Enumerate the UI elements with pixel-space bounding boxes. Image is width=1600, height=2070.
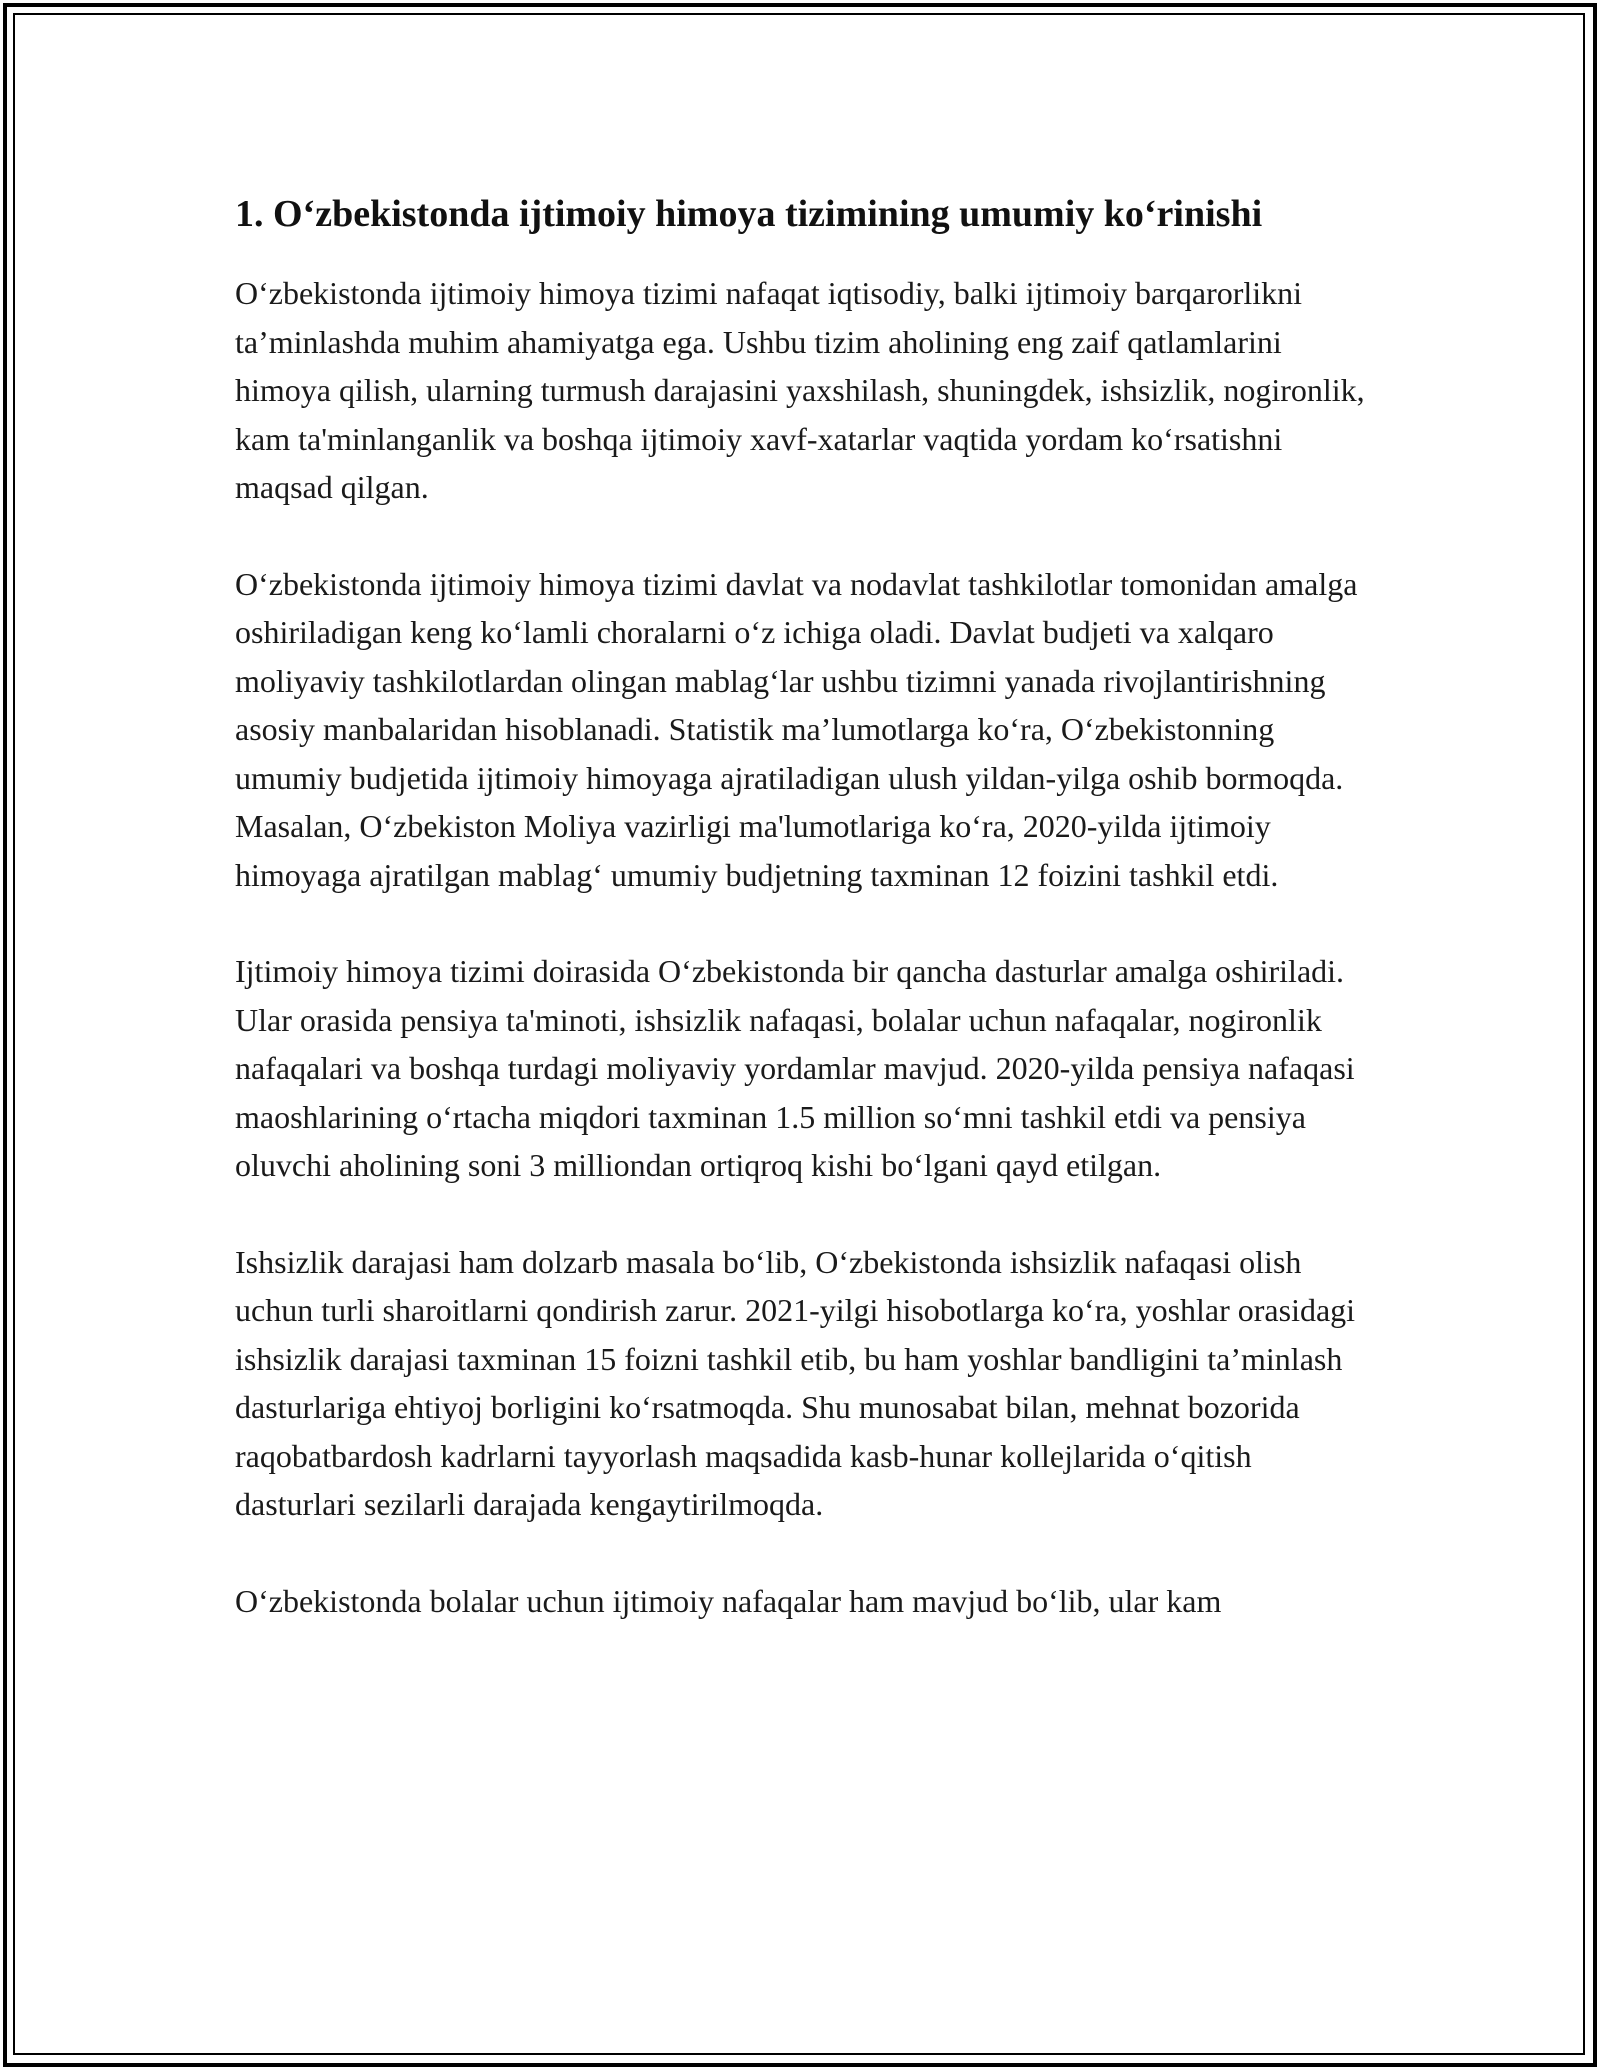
section-heading: 1. O‘zbekistonda ijtimoiy himoya tizimining umumiy ko‘rinishi	[235, 193, 1263, 235]
paragraph-2: O‘zbekistonda ijtimoiy himoya tizimi davlat va nodavlat tashkilotlar tomonidan amalga oshiriladigan keng ko‘lamli choralarni o‘z ichiga oladi. Davlat budjeti va xalqaro moliyaviy tashkilotlardan olingan mablag‘lar ushbu tizimni yanada rivojlantirishning asosiy manbalaridan hisoblanadi. Statistik ma’lumotlarga ko‘ra, O‘zbekistonning umumiy budjetida ijtimoiy himoyaga ajratiladigan ulush yildan-yilga oshib bormoqda. Masalan, O‘zbekiston Moliya vazirligi ma'lumotlariga ko‘ra, 2020-yilda ijtimoiy himoyaga ajratilgan mablag‘ umumiy budjetning taxminan 12 foizini tashkil etdi.	[235, 565, 1358, 893]
paragraph-4: Ishsizlik darajasi ham dolzarb masala bo‘lib, O‘zbekistonda ishsizlik nafaqasi olish uchun turli sharoitlarni qondirish zarur. 2021-yilgi hisobotlarga ko‘ra, yoshlar orasidagi ishsizlik darajasi taxminan 15 foizni tashkil etib, bu ham yoshlar bandligini ta’minlash dasturlariga ehtiyoj borligini ko‘rsatmoqda. Shu munosabat bilan, mehnat bozorida raqobatbardosh kadrlarni tayyorlash maqsadida kasb-hunar kollejlarida o‘qitish dasturlari sezilarli darajada kengaytirilmoqda.	[235, 1243, 1356, 1522]
paragraph-5: O‘zbekistonda bolalar uchun ijtimoiy nafaqalar ham mavjud bo‘lib, ular kam	[235, 1582, 1222, 1619]
paragraph-3: Ijtimoiy himoya tizimi doirasida O‘zbekistonda bir qancha dasturlar amalga oshiriladi. Ular orasida pensiya ta'minoti, ishsizlik nafaqasi, bolalar uchun nafaqalar, nogironlik nafaqalari va boshqa turdagi moliyaviy yordamlar mavjud. 2020-yilda pensiya nafaqasi maoshlarining o‘rtacha miqdori taxminan 1.5 million so‘mni tashkil etdi va pensiya oluvchi aholining soni 3 milliondan ortiqroq kishi bo‘lgani qayd etilgan.	[235, 953, 1355, 1183]
paragraph-1: O‘zbekistonda ijtimoiy himoya tizimi nafaqat iqtisodiy, balki ijtimoiy barqarorlikni ta’minlashda muhim ahamiyatga ega. Ushbu tizim aholining eng zaif qatlamlarini himoya qilish, ularning turmush darajasini yaxshilash, shuningdek, ishsizlik, nogironlik, kam ta'minlanganlik va boshqa ijtimoiy xavf-xatarlar vaqtida yordam ko‘rsatishni maqsad qilgan.	[235, 275, 1365, 505]
document-body	[235, 187, 1370, 1673]
